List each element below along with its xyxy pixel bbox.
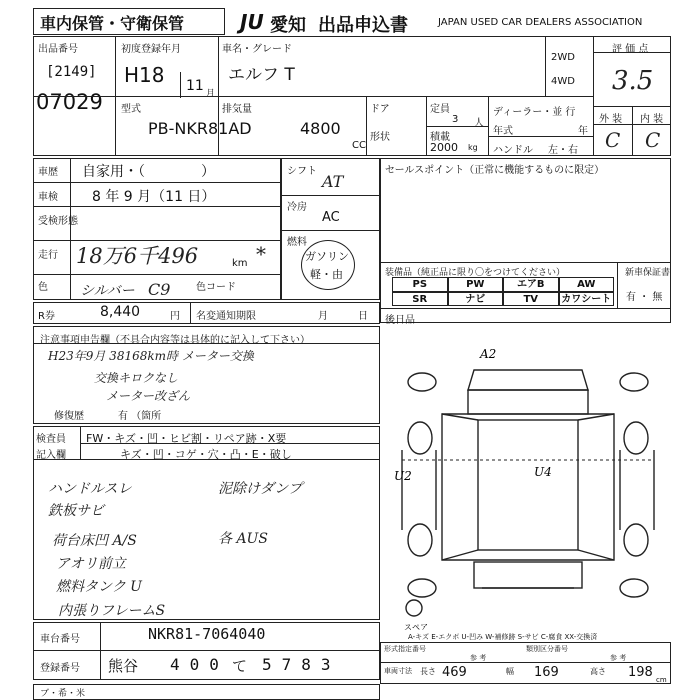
equipment-item: エアB [503,277,559,292]
ju-logo: JU [240,10,264,34]
inspection-value: 8 年 9 月（11 日） [92,189,216,205]
score-ext: C [605,128,621,152]
handle-value: 左・右 [548,145,578,156]
mileage-unit: km [232,258,248,269]
repair-value: 有 （箇所 [118,411,162,422]
equipment-item: PW [448,277,504,292]
type-label: 型式 [121,104,141,115]
insp-note-6: 内張りフレームS [58,603,166,619]
load-label: 積載 [430,132,450,143]
color-code-label: 色コード [196,282,236,293]
disp-unit: CC [352,140,366,151]
width-value: 169 [534,665,559,680]
fuel-label: 燃料 [287,237,307,248]
insp-note-4: アオリ前立 [56,556,126,572]
insp-note-3: 荷台床凹 A/S [52,533,137,549]
model-year-label: 年式 [493,126,513,137]
diagram-mark-u4: U4 [534,465,552,479]
first-reg-label: 初度登録年月 [121,44,181,55]
mileage-value: 18万6千496 [76,244,199,268]
mileage-note: * [256,242,266,266]
inspector-label2: 記入欄 [36,450,66,461]
notes-line3: メーター改ざん [106,389,191,403]
name-change-label: 名変通知期限 [196,311,256,322]
diagram-legend: A-キズ E-エクボ U-凹み W-補修跡 S-サビ C-腐食 XX-交換済 [408,633,598,641]
form-title: 出品申込書 [318,15,408,36]
insp-note-r2: 各 AUS [218,531,268,547]
length-value: 469 [442,665,467,680]
dims-ref2: 参 考 [610,654,627,662]
inspector-label1: 検査員 [36,434,66,445]
color-code: C9 [148,280,171,299]
notes-label: 注意事項申告欄（不具合内容等は具体的に記入して下さい） [40,335,310,346]
model-label: 車名・グレード [222,44,292,55]
diagram-mark-a2: A2 [480,347,497,361]
accept-form-label: 受検形態 [38,216,78,227]
vehicle-diagram [382,330,672,630]
drive-2wd: 2WD [551,52,575,63]
color-value: シルバー [80,283,135,299]
equipment-grid [392,277,614,306]
score-int: C [645,128,661,152]
score-value: 3.5 [612,66,654,96]
insp-note-5: 燃料タンク U [56,579,142,595]
type-value: PB-NKR81AD [148,119,252,138]
registration-num1: 400 [170,655,229,674]
repair-label: 修復歴 [54,411,84,422]
handle-label: ハンドル [493,145,533,156]
disp-label: 排気量 [222,104,252,115]
cooling-label: 冷房 [287,202,307,213]
warranty-value: 有 ・ 無 [626,292,663,303]
insp-note-1: ハンドルスレ [48,481,132,497]
dims-label: 車両寸法 [384,667,412,675]
score-ext-label: 外 装 [599,114,623,125]
bottom-strip [33,684,380,700]
insp-note-2: 鉄板サビ [48,503,104,519]
height-value: 198 [628,665,653,680]
history-value: 自家用・（ ） [82,164,215,180]
model-year-unit: 年 [578,126,588,137]
equipment-item: TV [503,292,559,307]
chassis-label: 車台番号 [40,634,80,645]
score-label: 評 価 点 [612,44,649,55]
inspection-label: 車検 [38,192,58,203]
dims-class-label: 類別区分番号 [526,645,568,653]
sales-label: セールスポイント（正常に機能するものに限定） [385,165,605,176]
dims-reg-label: 形式指定番号 [384,645,426,653]
logo-place: 愛知 [270,15,306,36]
warranty-label: 新車保証書 [625,268,671,278]
cooling-value: AC [322,210,340,225]
tax-value: 8,440 [100,304,141,320]
first-reg-month: 11 [186,78,204,94]
height-label: 高さ [590,667,606,676]
registration-kana: て [232,657,248,675]
length-label: 長さ [420,667,436,676]
equipment-item: PS [392,277,448,292]
insp-note-r1: 泥除けダンプ [218,481,303,497]
notes-line2: 交換キロクなし [94,371,179,385]
fuel-circle [301,240,355,290]
door-label: ドア [370,104,390,115]
diagram-mark-u2: U2 [394,469,412,483]
dims-unit: cm [656,676,667,684]
custody-label: 車内保管・守衛保管 [40,14,185,33]
capacity-value: 3 [452,114,459,125]
registration-label: 登録番号 [40,663,80,674]
dealer-label: ディーラー・並 行 [493,107,576,118]
score-int-label: 内 装 [640,114,664,125]
chassis-value: NKR81-7064040 [148,625,266,643]
spare-label: スペア [404,623,428,630]
load-value: 2000 [430,141,458,154]
dims-ref1: 参 考 [470,654,487,662]
capacity-label: 定員 [430,104,450,115]
inspector-row1: FW・キズ・凹・ヒビ割・リペア跡・X要 [86,432,287,445]
inspector-row2: キズ・凹・コゲ・穴・凸・E・破し [120,448,292,461]
notes-line1: H23年9月 38168km時 メーター交換 [48,349,254,363]
capacity-unit: 人 [474,118,484,129]
equipment-item: SR [392,292,448,307]
bottom-strip-text: ブ・希・米 [40,689,86,699]
lot-bracket: [2149] [46,64,97,80]
first-reg-month-unit: 月 [206,89,216,99]
lot-label: 出品番号 [38,44,78,55]
first-reg-year: H18 [124,63,165,87]
fuel-option: ガソリン [305,250,349,263]
fuel-option2: 軽・由 [310,268,343,281]
name-change-month: 月 [318,311,328,322]
equipment-item: AW [559,277,615,292]
registration-place: 熊谷 [108,657,139,675]
equipment-item: ナビ [448,292,504,307]
shift-value: AT [322,172,344,191]
lot-number: 07029 [36,90,103,114]
name-change-day: 日 [358,311,368,322]
equipment-item: カワシート [559,292,615,307]
shape-label: 形状 [370,132,390,143]
model-name: エルフ T [228,65,295,85]
disp-value: 4800 [300,119,341,138]
mileage-label: 走行 [38,250,58,261]
drive-4wd: 4WD [551,76,575,87]
tax-unit: 円 [170,311,180,322]
width-label: 幅 [506,667,514,676]
registration-num2: 5783 [262,655,341,674]
tax-label: R券 [38,311,55,322]
equipment-label: 装備品（純正品に限り〇をつけてください） [385,268,566,278]
shift-label: シフト [287,166,317,177]
load-unit: kg [468,143,478,152]
rear-label: 後日品 [385,315,415,326]
color-label: 色 [38,282,48,293]
association-name: JAPAN USED CAR DEALERS ASSOCIATION [438,17,643,28]
history-label: 車歴 [38,167,58,178]
